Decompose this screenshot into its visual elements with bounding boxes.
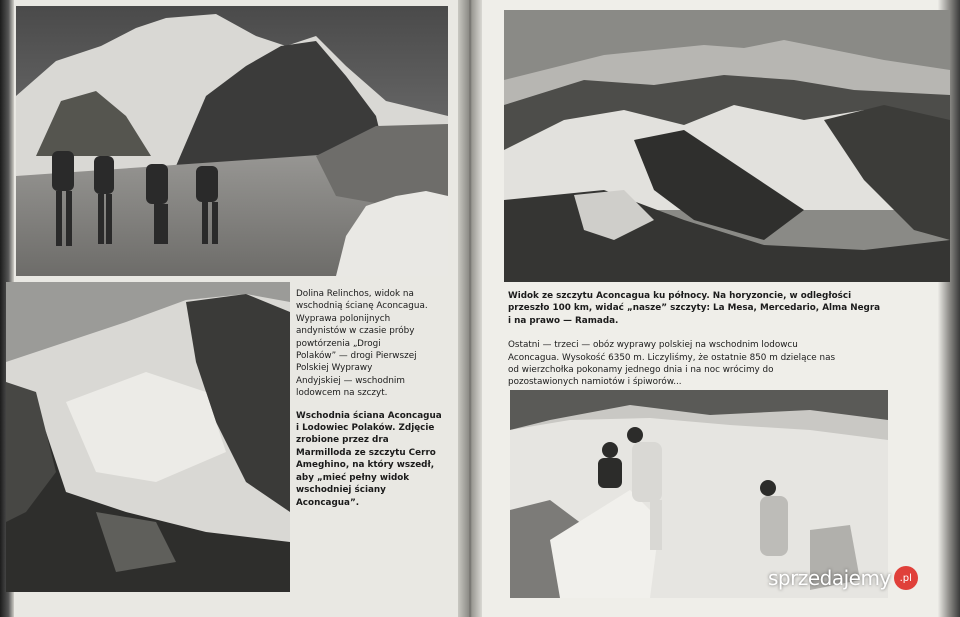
caption-line: pozostawionych namiotów i śpiworów... xyxy=(508,377,682,388)
caption-line: Andyjskiej — wschodnim xyxy=(296,375,405,386)
book-gutter xyxy=(458,0,482,617)
caption-line: Polskiej Wyprawy xyxy=(296,363,373,374)
caption-line: aby „mieć pełny widok xyxy=(296,472,410,483)
caption-east-face xyxy=(296,410,448,509)
caption-line: andynistów w czasie próby xyxy=(296,326,415,337)
caption-line: wschodnią ścianę Aconcagua. xyxy=(296,301,428,312)
caption-relinchos xyxy=(296,288,448,400)
caption-line: lodowcem na szczyt. xyxy=(296,388,388,399)
caption-line: Wyprawa polonijnych xyxy=(296,313,391,324)
photo-view-north xyxy=(504,10,950,282)
caption-line: od wierzchołka pokonamy jednego dnia i na noc wrócimy do xyxy=(508,365,774,376)
caption-line: Ameghino, na który wszedł, xyxy=(296,460,435,471)
caption-line: Widok ze szczytu Aconcagua ku północy. Na horyzoncie, w odległości xyxy=(508,291,852,301)
caption-line: powtórzenia „Drogi xyxy=(296,338,381,349)
caption-line: Marmilloda ze szczytu Cerro xyxy=(296,447,436,458)
right-captions xyxy=(508,290,888,399)
watermark-badge-icon: .pl xyxy=(894,566,918,590)
caption-line: Polaków” — drogi Pierwszej xyxy=(296,351,417,362)
caption-line: Aconcagua. Wysokość 6350 m. Liczyliśmy, że ostatnie 850 m dzielące nas xyxy=(508,352,836,363)
caption-third-camp xyxy=(508,339,888,389)
caption-line: Wschodnia ściana Aconcagua xyxy=(296,410,442,421)
photo-east-face-glacier xyxy=(6,282,290,592)
caption-line: Dolina Relinchos, widok na xyxy=(296,289,414,299)
caption-line: Aconcagua”. xyxy=(296,497,360,508)
caption-line: i na prawo — Ramada. xyxy=(508,315,619,326)
sprzedajemy-watermark xyxy=(768,563,918,593)
caption-view-north xyxy=(508,290,888,327)
left-captions xyxy=(296,288,448,519)
caption-line: przeszło 100 km, widać „nasze” szczyty: La Mesa, Mercedario, Alma Negra xyxy=(508,303,881,314)
watermark-text: sprzedajemy xyxy=(768,566,891,590)
caption-line: Ostatni — trzeci — obóz wyprawy polskiej na wschodnim lodowcu xyxy=(508,340,798,351)
caption-line: i Lodowiec Polaków. Zdjęcie xyxy=(296,423,435,434)
photo-relinchos-valley xyxy=(16,6,448,276)
caption-line: wschodniej ściany xyxy=(296,485,386,496)
caption-line: zrobione przez dra xyxy=(296,435,389,446)
